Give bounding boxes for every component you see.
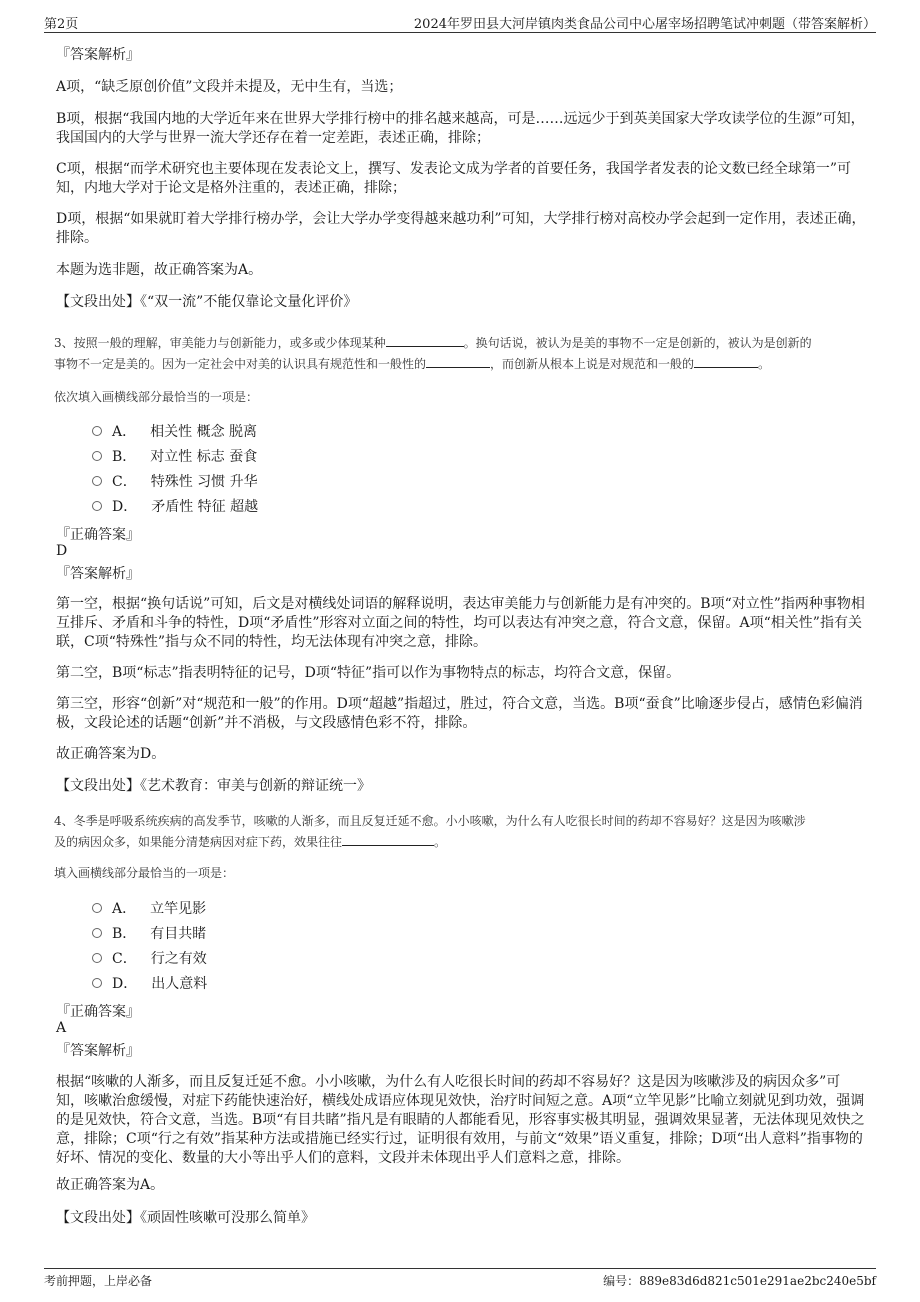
page-header (44, 10, 876, 33)
radio-icon[interactable] (92, 953, 102, 963)
analysis-paragraph: A项，“缺乏原创价值”文段并未提及，无中生有，当选； (56, 79, 403, 95)
option-a[interactable]: A． 相关性 概念 脱离 (92, 421, 257, 441)
fill-blank (342, 833, 434, 846)
analysis-paragraph: 第三空，形容“创新”对“规范和一般”的作用。D项“超越”指超过，胜过，符合文意，当选。B项“蚕食”比喻逐步侵占，感情色彩偏消极，文段论述的话题“创新”并不消极，与文段感情色彩不符，排除。 (56, 696, 863, 731)
radio-icon[interactable] (92, 928, 102, 938)
page-number: 第2页 (44, 17, 79, 32)
analysis-paragraph: 根据“咳嗽的人渐多，而且反复迁延不愈。小小咳嗽，为什么有人吃很长时间的药却不容易好？这是因为咳嗽涉及的病因众多”可知，咳嗽治愈缓慢，对症下药能快速治好，横线处成语应体现见效快，治疗时间短之意。A项“立竿见影”比喻立刻就见到功效，强调的是见效快，符合文意，当选。B项“有目共睹”指凡是有眼睛的人都能看见，形容事实极其明显，强调效果显著，无法体现见效快之意，排除；C项“行之有效”指某种方法或措施已经实行过，证明很有效用，与前文“效果”语义重复，排除；D项“出人意料”指事物的好坏、情况的变化、数量的大小等出乎人们的意料，文段并未体现出乎人们意料之意，排除。 (56, 1074, 865, 1166)
correct-answer-label: 『正确答案』 (56, 1004, 140, 1020)
question-prompt: 填入画横线部分最恰当的一项是： (54, 866, 235, 880)
correct-answer-value: D (56, 543, 68, 559)
source-citation: 【文段出处】《顽固性咳嗽可没那么简单》 (56, 1210, 315, 1226)
source-citation: 【文段出处】《艺术教育：审美与创新的辩证统一》 (56, 778, 371, 794)
analysis-paragraph: 第一空，根据“换句话说”可知，后文是对横线处词语的解释说明，表达审美能力与创新能力是有冲突的。B项“对立性”指两种事物相互排斥、矛盾和斗争的特性，D项“矛盾性”形容对立面之间的特性，均可以表达有冲突之意，符合文意，保留。A项“相关性”指有关联，C项“特殊性”指与众不同的特性，均无法体现有冲突之意，排除。 (56, 596, 865, 650)
radio-icon[interactable] (92, 451, 102, 461)
answer-statement: 故正确答案为A。 (56, 1177, 165, 1193)
option-b[interactable]: B． 对立性 标志 蚕食 (92, 446, 257, 466)
radio-icon[interactable] (92, 476, 102, 486)
question-prompt: 依次填入画横线部分最恰当的一项是： (54, 390, 259, 404)
analysis-paragraph: C项，根据“而学术研究也主要体现在发表论文上，撰写、发表论文成为学者的首要任务，我国学者发表的论文数已经全球第一”可知，内地大学对于论文是格外注重的，表述正确，排除； (56, 161, 852, 196)
fill-blank (694, 355, 758, 368)
page-footer (44, 1268, 876, 1289)
question-stem: 4、冬季是呼吸系统疾病的高发季节，咳嗽的人渐多，而且反复迁延不愈。小小咳嗽，为什么有人吃很长时间的药却不容易好？这是因为咳嗽涉 及的病因众多，如果能分清楚病因对症下药，效果往往 。 (54, 814, 806, 849)
radio-icon[interactable] (92, 903, 102, 913)
fill-blank (386, 334, 464, 347)
analysis-paragraph: D项，根据“如果就盯着大学排行榜办学，会让大学办学变得越来越功利”可知，大学排行榜对高校办学会起到一定作用，表述正确，排除。 (56, 211, 866, 246)
analysis-label: 『答案解析』 (56, 1043, 140, 1059)
radio-icon[interactable] (92, 501, 102, 511)
option-c[interactable]: C． 行之有效 (92, 948, 207, 968)
analysis-label: 『答案解析』 (56, 47, 140, 63)
document-title: 2024年罗田县大河岸镇肉类食品公司中心屠宰场招聘笔试冲刺题（带答案解析） (413, 17, 876, 32)
answer-statement: 故正确答案为D。 (56, 746, 166, 762)
source-citation: 【文段出处】《“双一流”不能仅靠论文量化评价》 (56, 294, 358, 310)
analysis-label: 『答案解析』 (56, 566, 140, 582)
correct-answer-label: 『正确答案』 (56, 527, 140, 543)
option-d[interactable]: D． 出人意料 (92, 973, 207, 993)
fill-blank (426, 355, 490, 368)
footer-slogan: 考前押题，上岸必备 (44, 1274, 153, 1288)
question-stem: 3、按照一般的理解，审美能力与创新能力，或多或少体现某种 。换句话说，被认为是美的事物不一定是创新的，被认为是创新的 事物不一定是美的。因为一定社会中对美的认识具有规范性和一般性的 ，而创新从根本上说是对规范和一般的 。 (54, 336, 812, 371)
option-c[interactable]: C． 特殊性 习惯 升华 (92, 471, 258, 491)
option-a[interactable]: A． 立竿见影 (92, 898, 206, 918)
option-d[interactable]: D． 矛盾性 特征 超越 (92, 496, 258, 516)
correct-answer-value: A (56, 1020, 67, 1036)
radio-icon[interactable] (92, 426, 102, 436)
radio-icon[interactable] (92, 978, 102, 988)
document-id: 编号：889e83d6d821c501e291ae2bc240e5bf (603, 1274, 876, 1288)
analysis-paragraph: B项，根据“我国内地的大学近年来在世界大学排行榜中的排名越来越高，可是……远远少于到英美国家大学攻读学位的生源”可知，我国国内的大学与世界一流大学还存在着一定差距，表述正确，排除； (56, 111, 865, 146)
answer-statement: 本题为选非题，故正确答案为A。 (56, 262, 263, 278)
analysis-paragraph: 第二空，B项“标志”指表明特征的记号，D项“特征”指可以作为事物特点的标志，均符合文意，保留。 (56, 665, 681, 681)
option-b[interactable]: B． 有目共睹 (92, 923, 206, 943)
